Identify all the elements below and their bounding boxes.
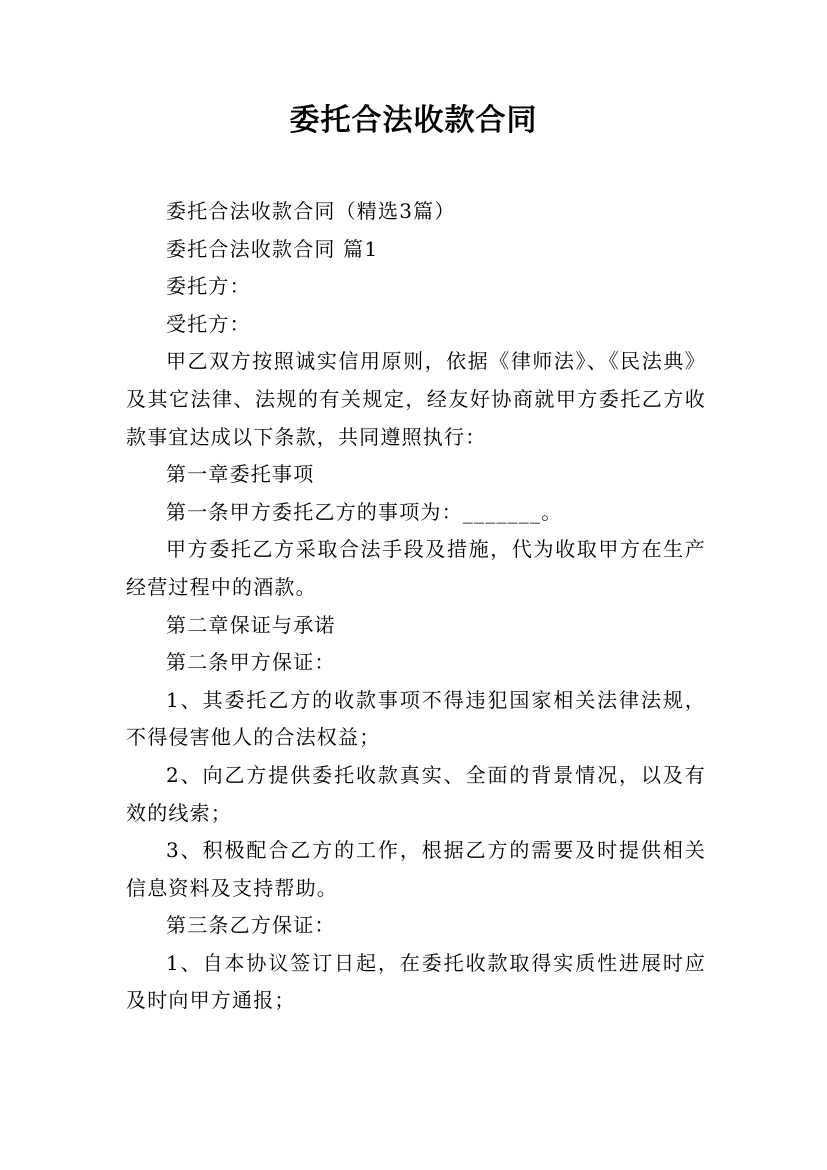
preamble-paragraph: 甲乙双方按照诚实信用原则，依据《律师法》、《民法典》及其它法律、法规的有关规定，经友好协商就甲方委托乙方收款事宜达成以下条款，共同遵照执行：: [126, 349, 706, 449]
body-paragraph: 甲方委托乙方采取合法手段及措施，代为收取甲方在生产经营过程中的酒款。: [126, 537, 706, 599]
list-item: 2、向乙方提供委托收款真实、全面的背景情况，以及有效的线索；: [126, 762, 706, 825]
article-paragraph: 第一条甲方委托乙方的事项为：_______。: [166, 499, 563, 524]
chapter-heading: 第二章保证与承诺: [166, 612, 336, 637]
agent-party-line: 受托方：: [166, 311, 251, 336]
subtitle-paragraph: 委托合法收款合同（精选3篇）: [166, 199, 456, 223]
section-heading: 委托合法收款合同 篇1: [166, 236, 379, 261]
list-item: 1、其委托乙方的收款事项不得违犯国家相关法律法规，不得侵害他人的合法权益；: [126, 687, 706, 750]
list-item: 1、自本协议签订日起，在委托收款取得实质性进展时应及时向甲方通报；: [126, 950, 706, 1013]
document-title: 委托合法收款合同: [289, 103, 538, 138]
list-item: 3、积极配合乙方的工作，根据乙方的需要及时提供相关信息资料及支持帮助。: [126, 838, 706, 900]
document-body: [126, 193, 706, 1020]
principal-party-line: 委托方：: [166, 274, 251, 299]
article-paragraph: 第二条甲方保证：: [166, 650, 336, 675]
chapter-heading: 第一章委托事项: [166, 462, 315, 487]
article-paragraph: 第三条乙方保证：: [166, 913, 336, 938]
